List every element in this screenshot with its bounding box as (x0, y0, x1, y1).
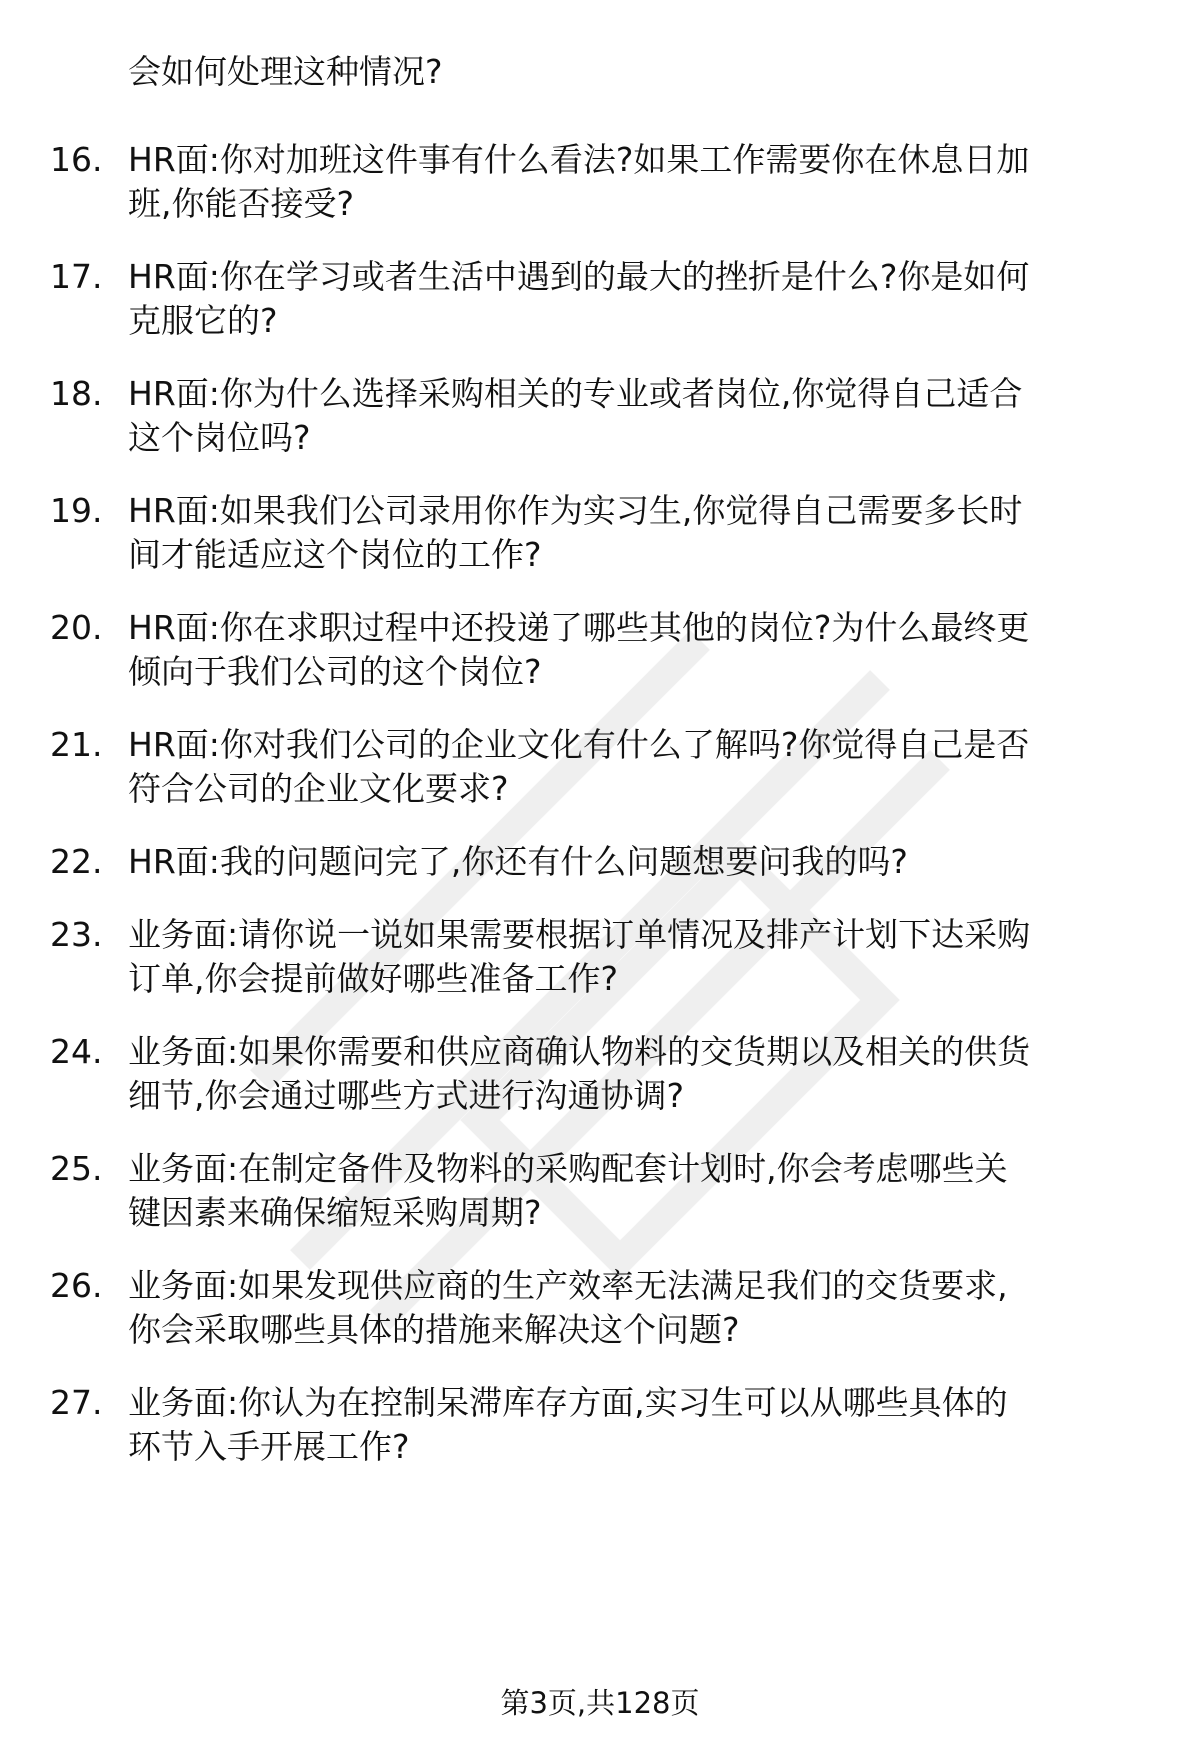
question-number: 24. (50, 1032, 103, 1071)
question-number: 23. (50, 915, 103, 954)
question-text (128, 1147, 1158, 1235)
question-line: 业务面:你认为在控制呆滞库存方面,实习生可以从哪些具体的 (128, 1383, 1008, 1422)
question-line: HR面:你对我们公司的企业文化有什么了解吗?你觉得自己是否 (128, 725, 1030, 764)
question-line: 订单,你会提前做好哪些准备工作? (128, 959, 619, 998)
question-number: 20. (50, 608, 103, 647)
continuation-text: 会如何处理这种情况? (128, 52, 443, 91)
question-line: HR面:你对加班这件事有什么看法?如果工作需要你在休息日加 (128, 140, 1030, 179)
question-number: 21. (50, 725, 103, 764)
question-number: 27. (50, 1383, 103, 1422)
page-footer: 第3页,共128页 (500, 1686, 700, 1720)
question-text (128, 138, 1158, 226)
question-line: 你会采取哪些具体的措施来解决这个问题? (128, 1310, 740, 1349)
question-line: HR面:你在求职过程中还投递了哪些其他的岗位?为什么最终更 (128, 608, 1030, 647)
question-text (128, 723, 1158, 811)
question-line: HR面:你为什么选择采购相关的专业或者岗位,你觉得自己适合 (128, 374, 1023, 413)
question-line: 这个岗位吗? (128, 418, 311, 457)
question-line: HR面:如果我们公司录用你作为实习生,你觉得自己需要多长时 (128, 491, 1023, 530)
question-text (128, 840, 1158, 884)
question-line: 键因素来确保缩短采购周期? (128, 1193, 542, 1232)
question-number: 18. (50, 374, 103, 413)
question-number: 17. (50, 257, 103, 296)
question-number: 22. (50, 842, 103, 881)
question-text (128, 1264, 1158, 1352)
question-line: 细节,你会通过哪些方式进行沟通协调? (128, 1076, 685, 1115)
question-line: 业务面:请你说一说如果需要根据订单情况及排产计划下达采购 (128, 915, 1031, 954)
question-text (128, 489, 1158, 577)
question-text (128, 1381, 1158, 1469)
question-line: 间才能适应这个岗位的工作? (128, 535, 542, 574)
question-number: 16. (50, 140, 103, 179)
question-line: 符合公司的企业文化要求? (128, 769, 509, 808)
question-number: 26. (50, 1266, 103, 1305)
question-line: HR面:你在学习或者生活中遇到的最大的挫折是什么?你是如何 (128, 257, 1030, 296)
question-line: HR面:我的问题问完了,你还有什么问题想要问我的吗? (128, 842, 908, 881)
question-line: 班,你能否接受? (128, 184, 355, 223)
question-line: 克服它的? (128, 301, 278, 340)
question-line: 业务面:在制定备件及物料的采购配套计划时,你会考虑哪些关 (128, 1149, 1008, 1188)
question-line: 环节入手开展工作? (128, 1427, 410, 1466)
question-number: 25. (50, 1149, 103, 1188)
question-line: 倾向于我们公司的这个岗位? (128, 652, 542, 691)
question-text (128, 913, 1158, 1001)
question-text (128, 606, 1158, 694)
question-line: 业务面:如果发现供应商的生产效率无法满足我们的交货要求, (128, 1266, 1008, 1305)
question-line: 业务面:如果你需要和供应商确认物料的交货期以及相关的供货 (128, 1032, 1031, 1071)
question-number: 19. (50, 491, 103, 530)
question-text (128, 1030, 1158, 1118)
question-text (128, 372, 1158, 460)
question-text (128, 255, 1158, 343)
